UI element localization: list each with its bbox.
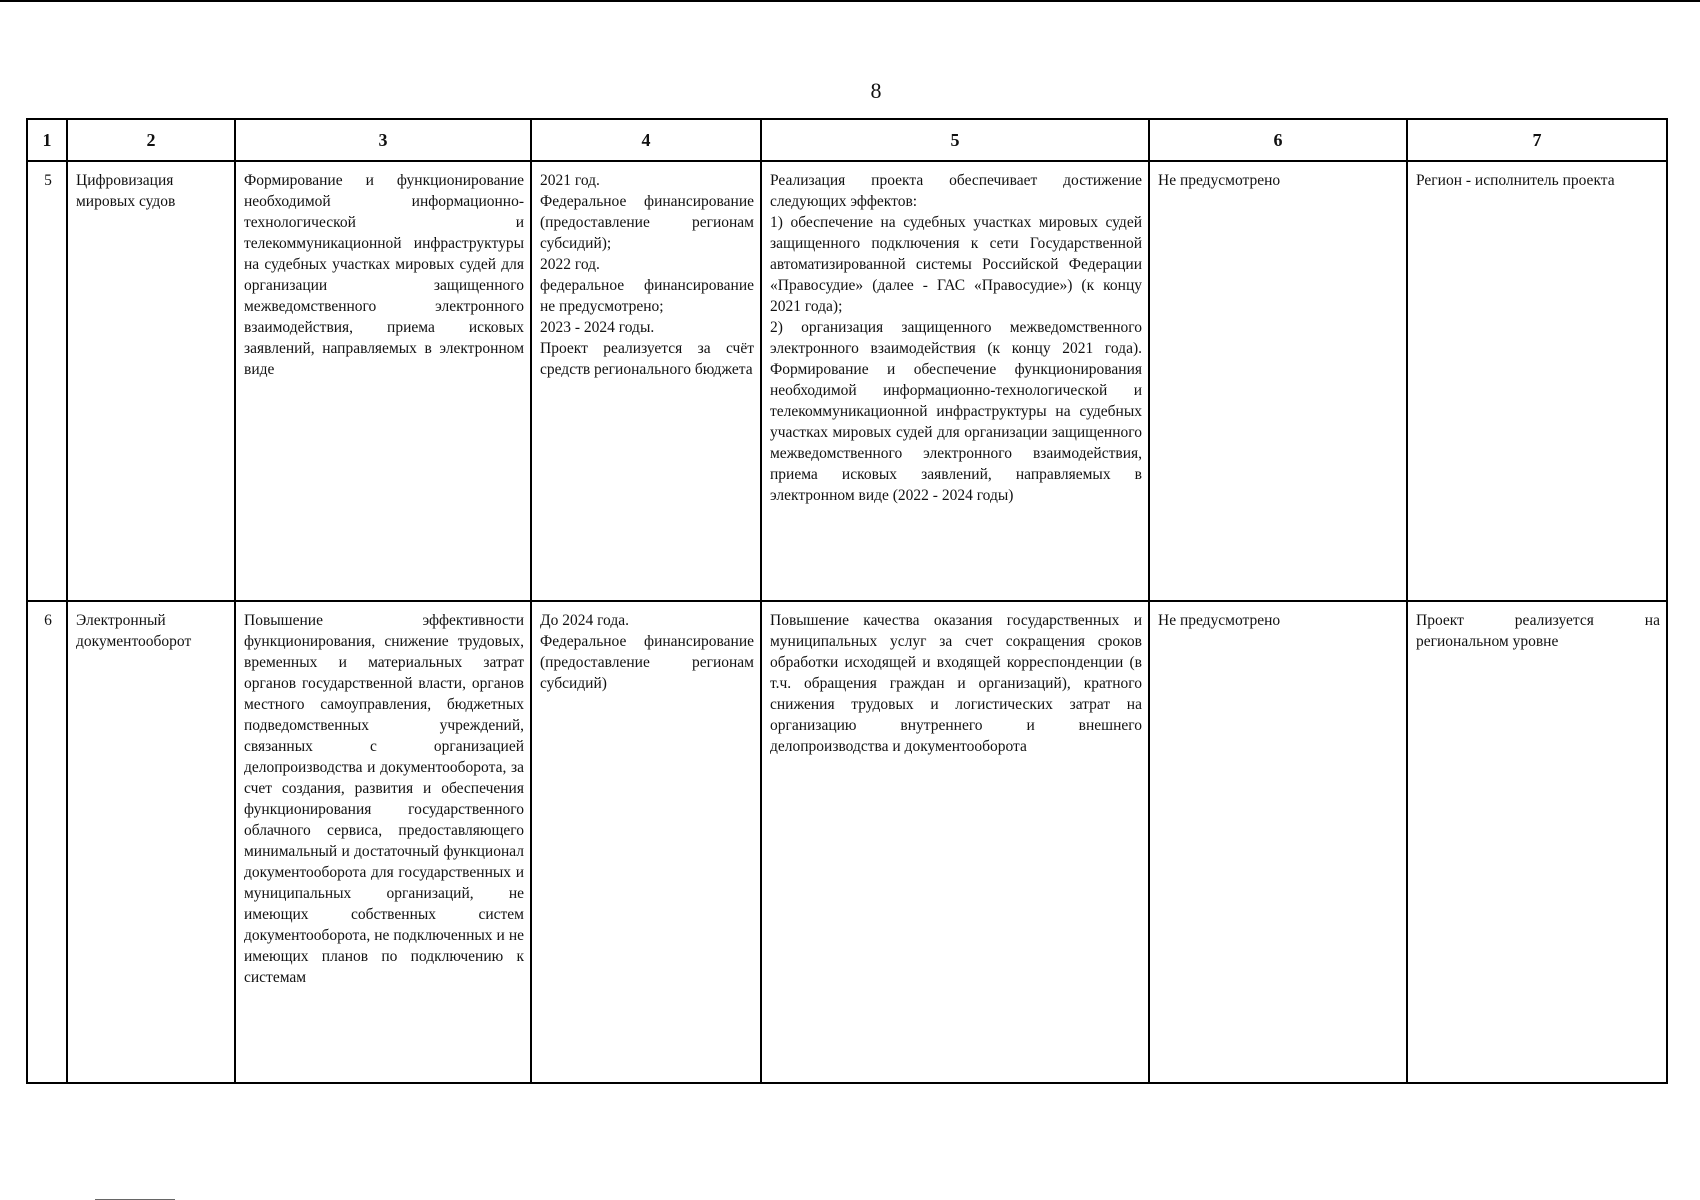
project-column-7: Проект реализуется на региональном уровне <box>1407 601 1667 1083</box>
project-column-7: Регион - исполнитель проекта <box>1407 161 1667 601</box>
project-column-6: Не предусмотрено <box>1149 161 1407 601</box>
project-description: Формирование и функционирование необходимой информационно-технологической и телекоммуникационной инфраструктуры на судебных участках мировых судей для организации защищенного межведомственного электронного взаимодействия, приема исковых заявлений, направляемых в электронном виде <box>235 161 531 601</box>
project-name: Цифровизация мировых судов <box>67 161 235 601</box>
column-header-7: 7 <box>1407 119 1667 161</box>
table-row <box>27 601 1667 1083</box>
project-name: Электронный документооборот <box>67 601 235 1083</box>
page-number: 8 <box>870 78 882 103</box>
column-header-6: 6 <box>1149 119 1407 161</box>
row-number: 6 <box>27 601 67 1083</box>
project-effects: Повышение качества оказания государственных и муниципальных услуг за счет сокращения сроков обработки исходящей и входящей корреспонденции (в т.ч. обращения граждан и организаций), кратного снижения трудовых и логистических затрат на организацию внутреннего и внешнего делопроизводства и документооборота <box>761 601 1149 1083</box>
column-header-5: 5 <box>761 119 1149 161</box>
projects-table <box>26 118 1668 1084</box>
header-row <box>27 119 1667 161</box>
project-financing: До 2024 года. Федеральное финансирование (предоставление регионам субсидий) <box>531 601 761 1083</box>
project-column-6: Не предусмотрено <box>1149 601 1407 1083</box>
column-header-4: 4 <box>531 119 761 161</box>
column-header-2: 2 <box>67 119 235 161</box>
row-number: 5 <box>27 161 67 601</box>
project-description: Повышение эффективности функционирования, снижение трудовых, временных и материальных затрат органов государственной власти, органов местного самоуправления, бюджетных подведомственных учреждений, связанных с организацией делопроизводства и документооборота, за счет создания, развития и обеспечения функционирования государственного облачного сервиса, предоставляющего минимальный и достаточный функционал документооборота для государственных и муниципальных организаций, не имеющих собственных систем документооборота, не подключенных и не имеющих планов по подключению к системам <box>235 601 531 1083</box>
table-row <box>27 161 1667 601</box>
column-header-1: 1 <box>27 119 67 161</box>
column-header-3: 3 <box>235 119 531 161</box>
project-effects: Реализация проекта обеспечивает достижение следующих эффектов: 1) обеспечение на судебных участках мировых судей защищенного подключения к сети Государственной автоматизированной системы Российской Федерации «Правосудие» (далее - ГАС «Правосудие») (к концу 2021 года); 2) организация защищенного межведомственного электронного взаимодействия (к концу 2021 года). Формирование и обеспечение функционирования необходимой информационно-технологической и телекоммуникационной инфраструктуры на судебных участках мировых судей для организации защищенного межведомственного электронного взаимодействия, приема исковых заявлений, направляемых в электронном виде (2022 - 2024 годы) <box>761 161 1149 601</box>
project-financing: 2021 год. Федеральное финансирование (предоставление регионам субсидий); 2022 год. федеральное финансирование не предусмотрено; 2023 - 2024 годы. Проект реализуется за счёт средств регионального бюджета <box>531 161 761 601</box>
scan-top-edge <box>0 0 1700 2</box>
